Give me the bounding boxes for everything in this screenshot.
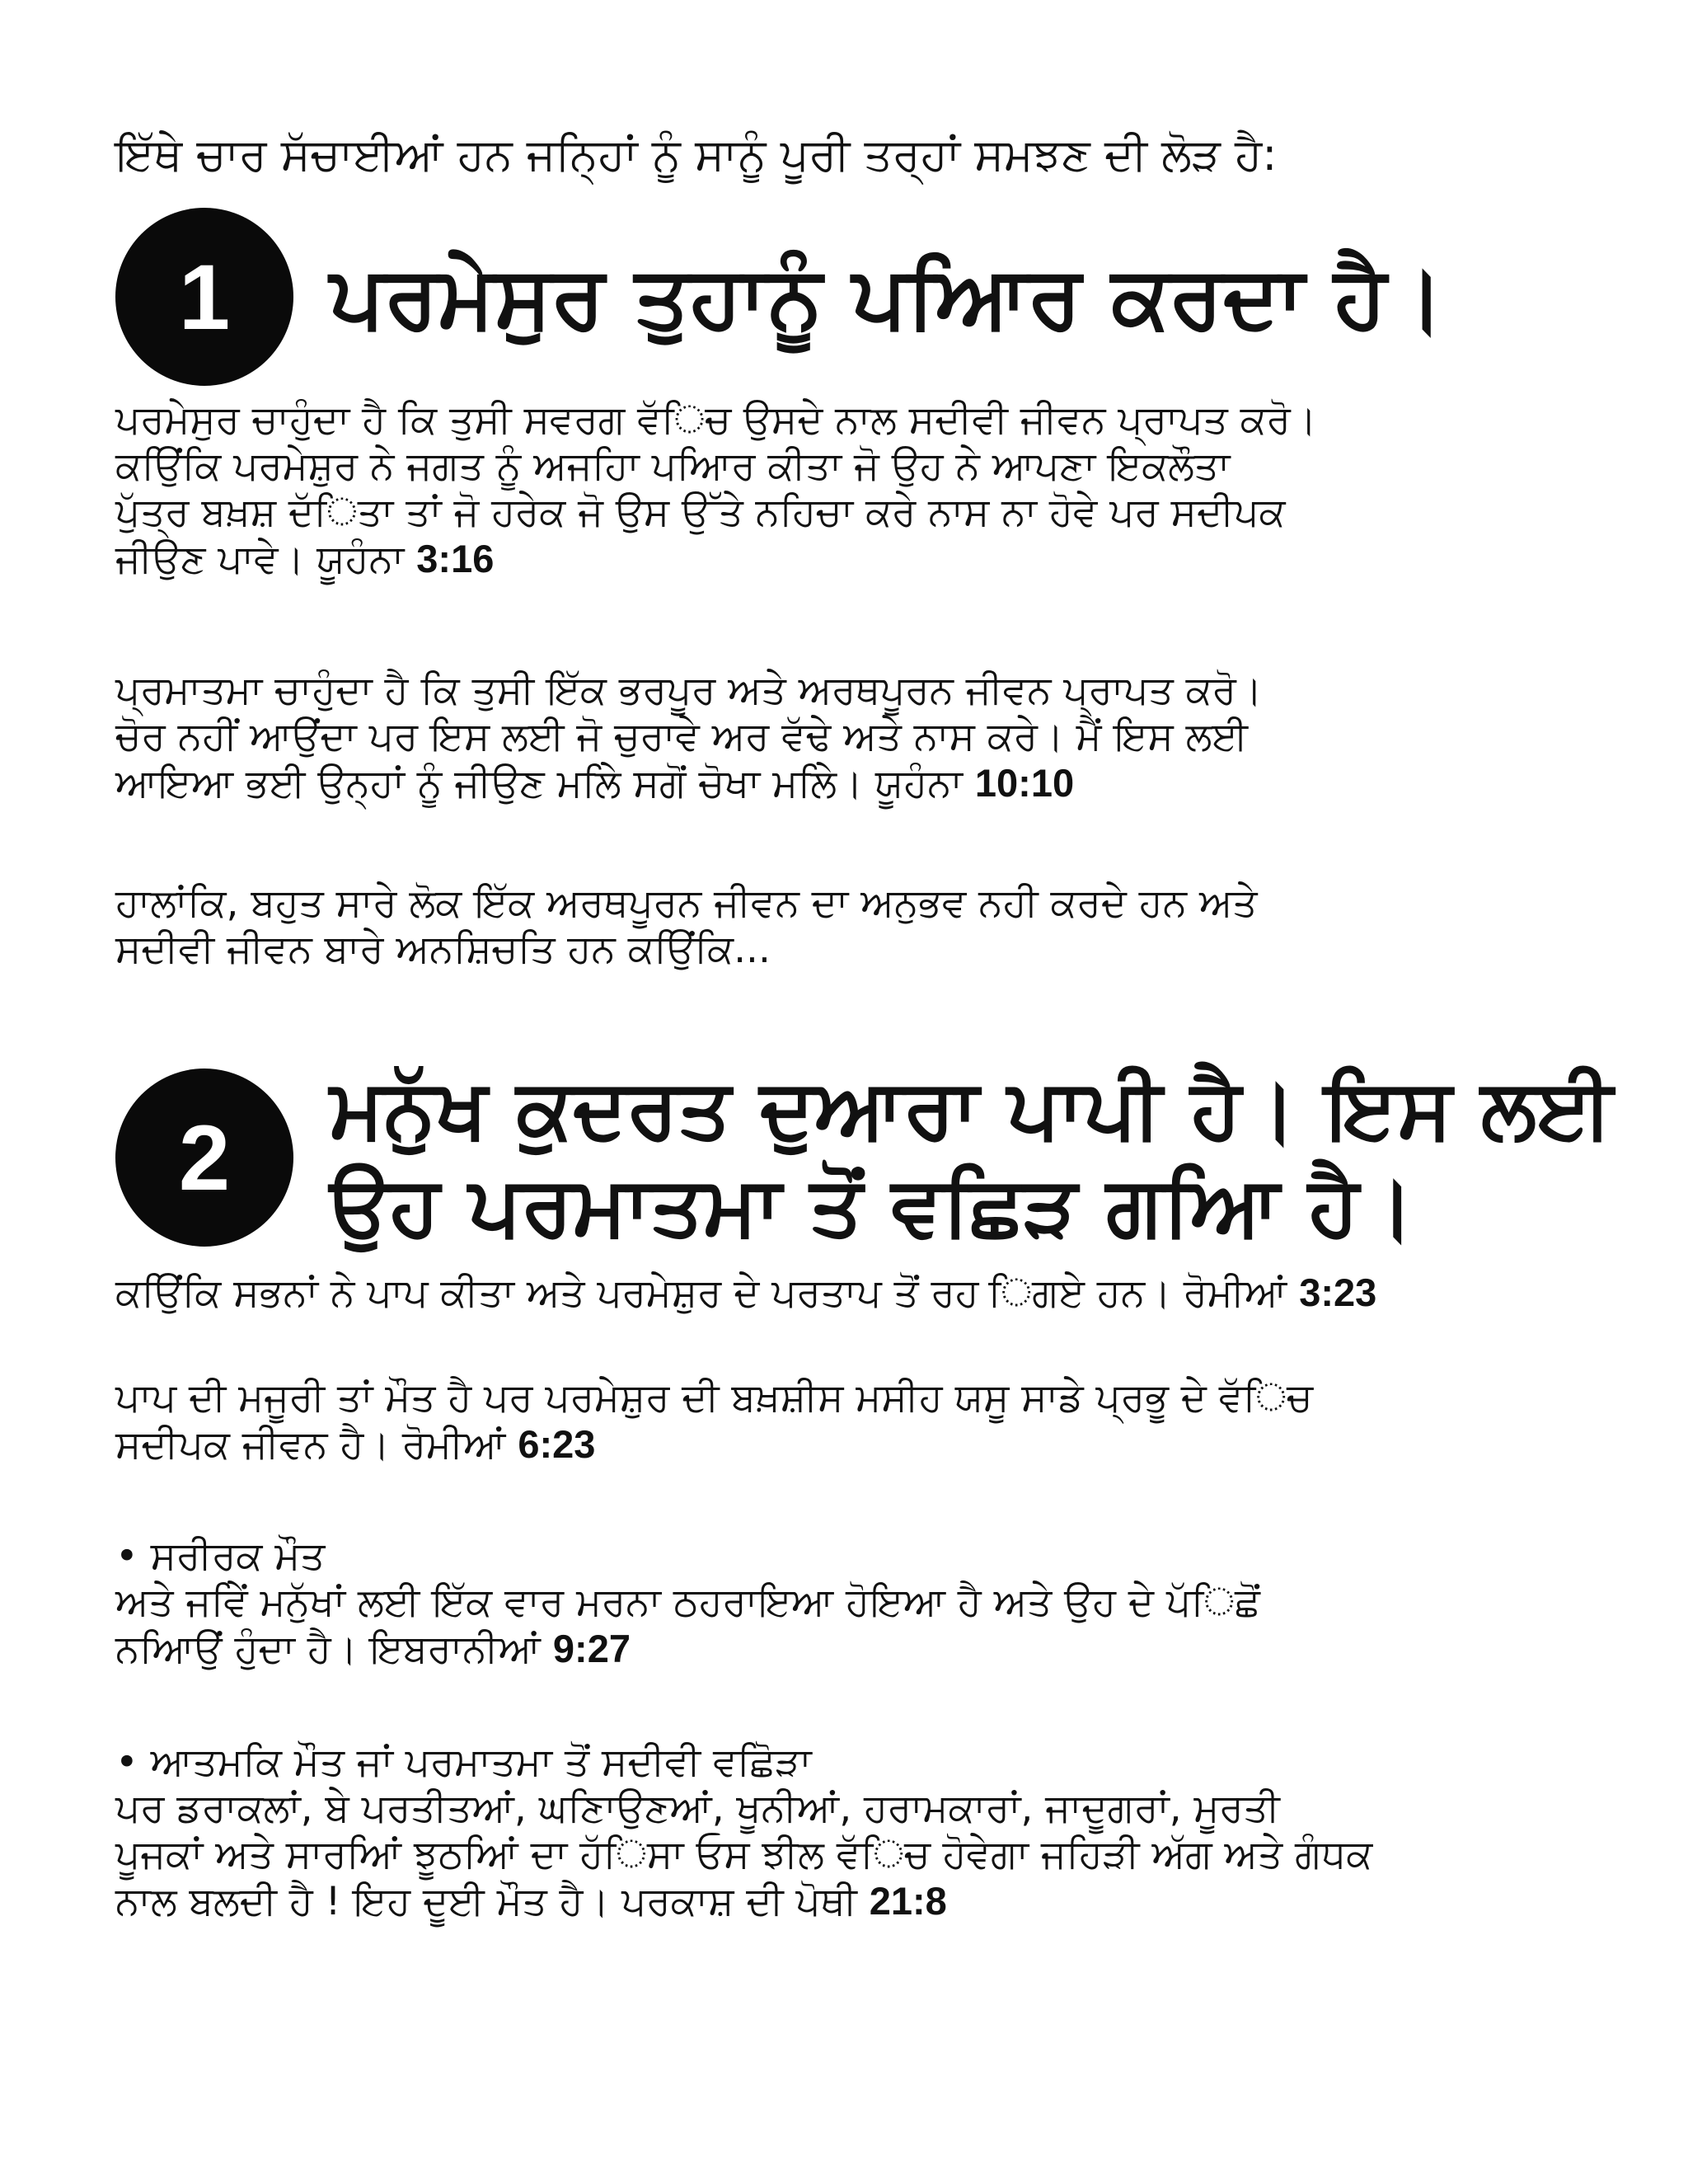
section-1-number-badge: 1	[115, 208, 293, 386]
text-line: ਪੂਜਕਾਂ ਅਤੇ ਸਾਰਆਿਂ ਝੂਠਆਿਂ ਦਾ ਹੱਿਸਾ ਓਸ ਝੀਲ ਵੱਿਚ ਹੋਵੇਗਾ ਜਹਿੜੀ ਅੱਗ ਅਤੇ ਗੰਧਕ	[115, 1832, 1373, 1877]
text-line: ਪ੍ਰਮਾਤਮਾ ਚਾਹੁੰਦਾ ਹੈ ਕਿ ਤੁਸੀ ਇੱਕ ਭਰਪੂਰ ਅਤੇ ਅਰਥਪੂਰਨ ਜੀਵਨ ਪ੍ਰਾਪਤ ਕਰੋ।	[115, 668, 1263, 713]
section-1-paragraph-2	[115, 668, 1599, 807]
text-line: ਕਉਿਂਕਿ ਸਭਨਾਂ ਨੇ ਪਾਪ ਕੀਤਾ ਅਤੇ ਪਰਮੇਸ਼ੁਰ ਦੇ ਪਰਤਾਪ ਤੋਂ ਰਹ ਿਗਏ ਹਨ। ਰੋਮੀਆਂ	[115, 1270, 1287, 1316]
scripture-reference: 3:23	[1299, 1270, 1377, 1314]
section-2-bullet-1	[115, 1533, 1599, 1673]
scripture-reference: 6:23	[518, 1422, 596, 1466]
section-1-header	[115, 208, 1599, 386]
scripture-reference: 9:27	[552, 1627, 631, 1670]
intro-text: ਇੱਥੇ ਚਾਰ ਸੱਚਾਈਆਂ ਹਨ ਜਨਿ੍ਹਾਂ ਨੂੰ ਸਾਨੂੰ ਪੂਰੀ ਤਰ੍ਹਾਂ ਸਮਝਣ ਦੀ ਲੋੜ ਹੈ:	[115, 129, 1278, 181]
text-line: ਪਾਪ ਦੀ ਮਜੂਰੀ ਤਾਂ ਮੌਤ ਹੈ ਪਰ ਪਰਮੇਸ਼ੁਰ ਦੀ ਬਖ਼ਸ਼ੀਸ ਮਸੀਹ ਯਸੂ ਸਾਡੇ ਪ੍ਰਭੂ ਦੇ ਵੱਿਚ	[115, 1375, 1313, 1421]
section-2-paragraph-2	[115, 1375, 1599, 1468]
section-2-bullet-2	[115, 1740, 1599, 1925]
text-line: ਨਆਿਉਂ ਹੁੰਦਾ ਹੈ। ਇਬਰਾਨੀਆਂ	[115, 1627, 541, 1672]
text-line: ਪਰਮੇਸੁਰ ਚਾਹੁੰਦਾ ਹੈ ਕਿ ਤੁਸੀ ਸਵਰਗ ਵੱਿਚ ਉਸਦੇ ਨਾਲ ਸਦੀਵੀ ਜੀਵਨ ਪ੍ਰਾਪਤ ਕਰੋ।	[115, 397, 1317, 443]
text-line: ਆਇਆ ਭਈ ਉਨ੍ਹਾਂ ਨੂੰ ਜੀਉਣ ਮਲਿੇ ਸਗੋਂ ਚੋਖਾ ਮਲਿੇ। ਯੂਹੰਨਾ	[115, 761, 963, 806]
section-1-paragraph-1	[115, 397, 1599, 583]
section-2-header	[115, 1060, 1613, 1255]
bullet-heading: • ਆਤਮਕਿ ਮੌਤ ਜਾਂ ਪਰਮਾਤਮਾ ਤੋਂ ਸਦੀਵੀ ਵਛਿੋੜਾ	[115, 1740, 812, 1785]
text-line: ਅਤੇ ਜਵਿੇਂ ਮਨੁੱਖਾਂ ਲਈ ਇੱਕ ਵਾਰ ਮਰਨਾ ਠਹਰਾਇਆ ਹੋਇਆ ਹੈ ਅਤੇ ਉਹ ਦੇ ਪੱਿਛੋਂ	[115, 1580, 1260, 1625]
scripture-reference: 10:10	[974, 761, 1075, 805]
section-2-paragraph-1	[115, 1270, 1599, 1317]
text-line: ਹਾਲਾਂਕਿ, ਬਹੁਤ ਸਾਰੇ ਲੋਕ ਇੱਕ ਅਰਥਪੂਰਨ ਜੀਵਨ ਦਾ ਅਨੁਭਵ ਨਹੀ ਕਰਦੇ ਹਨ ਅਤੇ	[115, 881, 1258, 926]
text-line: ਸਦੀਪਕ ਜੀਵਨ ਹੈ। ਰੋਮੀਆਂ	[115, 1422, 506, 1468]
text-line: ਪਰ ਡਰਾਕਲਾਂ, ਬੇ ਪਰਤੀਤਆਂ, ਘਣਿਾਉਣਆਂ, ਖੂਨੀਆਂ, ਹਰਾਮਕਾਰਾਂ, ਜਾਦੂਗਰਾਂ, ਮੂਰਤੀ	[115, 1786, 1280, 1831]
section-1-paragraph-3	[115, 881, 1599, 973]
text-line: ਪੁੱਤ੍ਰ ਬਖ਼ਸ਼ ਦੱਿਤਾ ਤਾਂ ਜੋ ਹਰੇਕ ਜੋ ਉਸ ਉੱਤੇ ਨਹਿਚਾ ਕਰੇ ਨਾਸ ਨਾ ਹੋਵੇ ਪਰ ਸਦੀਪਕ	[115, 490, 1286, 535]
text-line: ਚੋਰ ਨਹੀਂ ਆਉਂਦਾ ਪਰ ਇਸ ਲਈ ਜੋ ਚੁਰਾਵੇ ਅਰ ਵੱਢੇ ਅਤੇ ਨਾਸ ਕਰੇ। ਮੈਂ ਇਸ ਲਈ	[115, 714, 1248, 759]
scripture-reference: 21:8	[869, 1879, 947, 1923]
bullet-heading: • ਸਰੀਰਕ ਮੌਤ	[115, 1533, 326, 1579]
section-2-title-line-2: ਉਹ ਪਰਮਾਤਮਾ ਤੋਂ ਵਛਿੜ ਗਆਿ ਹੈ।	[330, 1158, 1415, 1254]
scripture-reference: 3:16	[416, 537, 495, 580]
text-line: ਸਦੀਵੀ ਜੀਵਨ ਬਾਰੇ ਅਨਸ਼ਿਚਤਿ ਹਨ ਕਉਿਂਕਿ...	[115, 927, 771, 972]
section-2-number-badge: 2	[115, 1069, 293, 1247]
section-2-title-line-1: ਮਨੁੱਖ ਕੁਦਰਤ ਦੁਆਰਾ ਪਾਪੀ ਹੈ। ਇਸ ਲਈ	[330, 1060, 1613, 1157]
text-line: ਜੀਉਣ ਪਾਵੇ। ਯੂਹੰਨਾ	[115, 537, 405, 582]
section-1-title: ਪਰਮੇਸੁਰ ਤੁਹਾਨੂੰ ਪਆਿਰ ਕਰਦਾ ਹੈ।	[330, 247, 1445, 347]
text-line: ਨਾਲ ਬਲਦੀ ਹੈ ! ਇਹ ਦੂਈ ਮੌਤ ਹੈ। ਪਰਕਾਸ਼ ਦੀ ਪੋਥੀ	[115, 1879, 857, 1924]
text-line: ਕਉਿਂਕਿ ਪਰਮੇਸ਼ੁਰ ਨੇ ਜਗਤ ਨੂੰ ਅਜਹਿਾ ਪਆਿਰ ਕੀਤਾ ਜੋ ਉਹ ਨੇ ਆਪਣਾ ਇਕਲੌਤਾ	[115, 444, 1231, 489]
